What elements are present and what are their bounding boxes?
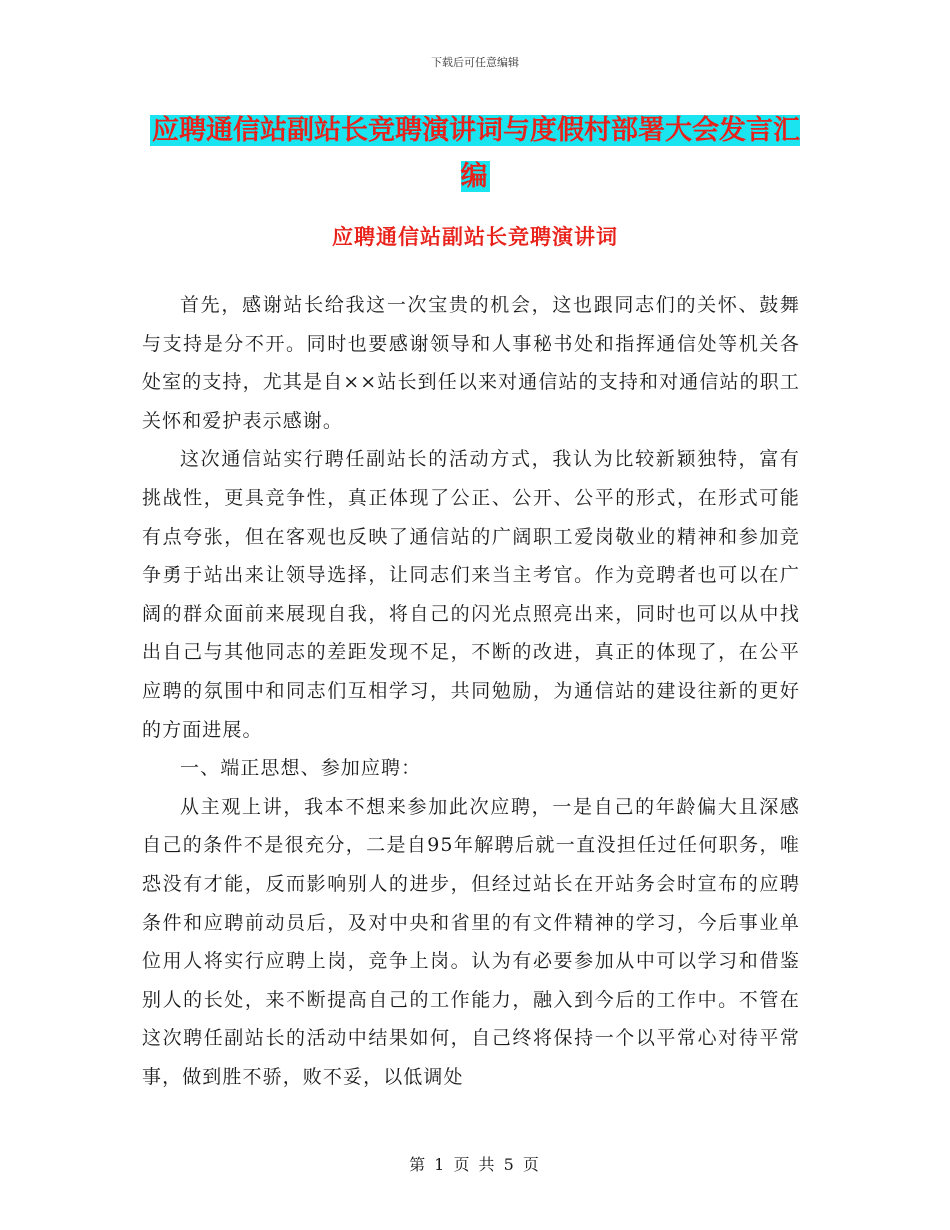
section-title: 应聘通信站副站长竞聘演讲词 <box>332 225 618 249</box>
document-body <box>142 286 800 1096</box>
body-paragraph: 从主观上讲，我本不想来参加此次应聘，一是自己的年龄偏大且深感自己的条件不是很充分，二是自95年解聘后就一直没担任过任何职务，唯恐没有才能，反而影响别人的进步，但经过站长在开站务会时宣布的应聘条件和应聘前动员后，及对中央和省里的有文件精神的学习，今后事业单位用人将实行应聘上岗，竞争上岗。认为有必要参加从中可以学习和借鉴别人的长处，来不断提高自己的工作能力，融入到今后的工作中。不管在这次聘任副站长的活动中结果如何，自己终将保持一个以平常心对待平常事，做到胜不骄，败不妥，以低调处 <box>142 795 800 1088</box>
body-paragraph: 这次通信站实行聘任副站长的活动方式，我认为比较新颖独特，富有挑战性，更具竞争性，真正体现了公正、公开、公平的形式，在形式可能有点夸张，但在客观也反映了通信站的广阔职工爱岗敬业的精神和参加竞争勇于站出来让领导选择，让同志们来当主考官。作为竞聘者也可以在广阔的群众面前来展现自我，将自己的闪光点照亮出来，同时也可以从中找出自己与其他同志的差距发现不足，不断的改进，真正的体现了，在公平应聘的氛围中和同志们互相学习，共同勉励，为通信站的建设往新的更好的方面进展。 <box>142 448 800 741</box>
header-note: 下载后可任意编辑 <box>431 56 519 69</box>
document-title-text: 应聘通信站副站长竞聘演讲词与度假村部署大会发言汇编 <box>152 115 800 192</box>
page-footer: 第 1 页 共 5 页 <box>409 1155 541 1174</box>
document-title <box>145 108 805 200</box>
body-paragraph: 首先，感谢站长给我这一次宝贵的机会，这也跟同志们的关怀、鼓舞与支持是分不开。同时也要感谢领导和人事秘书处和指挥通信处等机关各处室的支持，尤其是自××站长到任以来对通信站的支持和对通信站的职工关怀和爱护表示感谢。 <box>142 294 800 432</box>
section-heading: 一、端正思想、参加应聘： <box>180 757 422 780</box>
